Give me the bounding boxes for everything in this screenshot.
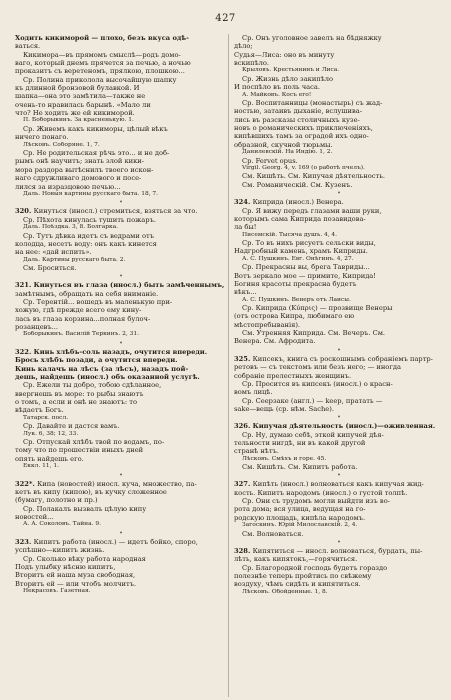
entry-text-line (234, 304, 444, 312)
entry-text-line (234, 422, 444, 430)
line-text: кетъ въ кипу (кипою), въ кучку сложенное (15, 487, 167, 496)
line-text: Подъ улыбку нѣсню кипитъ, (15, 562, 116, 571)
line-text: воздуху, чѣмъ сидѣть и кипятиться. (234, 580, 361, 589)
line-text: Кикимора—въ прямомъ смыслѣ—родъ домо- (23, 50, 181, 59)
line-text: Ср. Fervet opus. (242, 156, 298, 165)
entry-text-line (15, 571, 227, 579)
entry-separator: • (337, 539, 341, 546)
line-text: Лѣсковъ. Обойденные. 1, 8. (242, 588, 328, 595)
line-text: что? Не ходить же ей кикиморой. (15, 109, 135, 118)
entry-text-line (234, 355, 444, 363)
line-text: ла бы! (234, 223, 257, 232)
entry-text-line (15, 232, 227, 240)
dictionary-entry (234, 547, 444, 596)
entry-number: 322*. (15, 479, 38, 488)
dictionary-entry (234, 355, 444, 413)
entry-text-line (234, 223, 444, 231)
line-text: Загоскинъ. Юрій Милославскій. 2, 4. (242, 522, 358, 529)
entry-text-line (15, 563, 227, 571)
source-citation (234, 149, 444, 157)
entry-text-line (234, 397, 444, 405)
line-text: ваго, который днемъ прячется за печью, а ночью (15, 59, 191, 68)
entry-text-line (15, 207, 227, 215)
line-text: странѣ нѣтъ. (234, 447, 279, 456)
source-citation (15, 257, 227, 265)
dictionary-entry (15, 34, 227, 198)
line-text: П. Боборыкинъ. За красненькую. 1. (23, 117, 134, 124)
entry-text-line (15, 323, 227, 331)
line-text: Венера. См. Афродита. (234, 337, 316, 346)
line-text: Кипсекъ, книга съ роскошнымъ собраніемъ партр- (252, 354, 433, 363)
line-text: Ср. Полина приколола высочайшую шапку (23, 75, 177, 84)
dictionary-entry (234, 198, 444, 346)
line-text: тельности нигдѣ, ни въ какой другой (234, 438, 366, 447)
dictionary-entry (15, 281, 227, 339)
line-text: на нее: «дай испить». (15, 248, 92, 257)
line-text: Ср. Тутъ дѣвка идетъ съ ведрами отъ (23, 231, 154, 240)
line-text: Ср. Ну, думаю себѣ, эткой кипучей дѣя- (242, 430, 384, 439)
line-text: Даль. Новыя картины русскаго быта. 18, 7. (23, 190, 159, 197)
line-text: Вторитъ ей наша муза свободная, (15, 571, 136, 580)
entry-text-line (234, 107, 444, 115)
entry-number: 327. (234, 480, 253, 489)
line-text: Virgil. Georg. 4, v. 169 (о работѣ пчелъ). (242, 164, 365, 171)
line-text: Кинуться (иносл.) стремиться, взяться за что. (33, 207, 198, 216)
entry-text-line (234, 172, 444, 180)
entry-text-line (234, 280, 444, 288)
line-text: о томъ, а если и онѣ не знаютъ: то (15, 398, 137, 407)
line-text: Ср. Прекрасны вы, брега Тавриды... (242, 263, 370, 272)
entry-separator: • (337, 190, 341, 198)
line-text: къ длинной бронзовой булавкой. И (15, 84, 140, 93)
entry-number: 328. (234, 547, 253, 555)
line-text: (бумагу, полотно и пр.) (15, 496, 98, 505)
source-citation (234, 522, 444, 530)
entry-text-line (234, 514, 444, 522)
entry-text-line (234, 141, 444, 149)
entry-number: 322. (15, 347, 34, 356)
source-citation (15, 588, 227, 596)
entry-text-line (234, 181, 444, 189)
line-text: Крыловъ. Крестьянинъ и Лиса. (242, 67, 340, 74)
source-citation (234, 456, 444, 464)
entry-text-line (15, 356, 227, 364)
line-text: А. Майковъ. Косъ его! (242, 91, 312, 98)
entry-text-line (15, 438, 227, 446)
entry-separator: • (119, 273, 123, 281)
entry-text-line (15, 281, 227, 289)
entry-text-line (234, 564, 444, 572)
entry-separator: • (119, 471, 123, 479)
line-text: Ср. Я вижу передъ глазами ваши руки, (242, 206, 382, 215)
entry-text-line (15, 59, 227, 67)
entry-text-line (234, 42, 444, 50)
entry-text-line (15, 166, 227, 174)
line-text: новостей... (15, 512, 54, 521)
line-text: Ср. Сколько вѣку работа народная (23, 554, 146, 563)
line-text: проказитъ съ веретеномъ, прялкою, плошкою... (15, 67, 185, 76)
source-citation (15, 463, 227, 471)
line-text: См. Кишѣть. См. Кипитъ работа. (242, 463, 358, 472)
line-text: Ср. Сеерзаке (англ.) — keep, пратать — (242, 396, 383, 405)
line-text: Кинь хлѣбъ-соль назадъ, очутится впереди. (33, 347, 208, 356)
entry-text-line (15, 555, 227, 563)
entry-text-line (15, 101, 227, 109)
entry-separator: • (119, 529, 123, 537)
entry-text-line (234, 132, 444, 140)
line-text: Кипятиться — иносл. волноваться, бурдать, пы- (252, 547, 423, 555)
line-text: См. Волноваться. (242, 529, 304, 538)
entry-text-line (15, 315, 227, 323)
line-text: собраніе прелестныхъ женщинъ. (234, 371, 352, 380)
line-text: рота дома; вся улица, ведущая на го- (234, 505, 366, 514)
entry-separator: • (337, 414, 341, 422)
entry-text-line (234, 247, 444, 255)
entry-text-line (234, 497, 444, 505)
line-text: Ср. Онъ уголовное завелъ на бѣдняжку (242, 34, 382, 42)
line-text: ретовъ — съ текстомъ или безъ него; — иногда (234, 363, 401, 372)
entry-text-line (15, 455, 227, 463)
entry-text-line (15, 183, 227, 191)
source-citation (234, 165, 444, 173)
line-text: колодца, несетъ воду: онъ какъ кинется (15, 239, 157, 248)
line-text: См. Броситься. (23, 264, 77, 273)
entry-text-line (234, 580, 444, 588)
line-text: наго сдружливаго домового и посе- (15, 174, 142, 183)
entry-text-line (234, 547, 444, 555)
line-text: Ср. Терентій... вошедъ въ маленькую при- (23, 298, 173, 307)
line-text: розанцевъ... (15, 323, 59, 332)
entry-text-line (15, 240, 227, 248)
entry-text-line (15, 51, 227, 59)
line-text: мора раздора вытѣснилъ твоего искон- (15, 165, 154, 174)
entry-text-line (15, 488, 227, 496)
line-text: вомъ лицѣ. (234, 388, 273, 397)
source-citation (15, 415, 227, 423)
line-text: рымъ онѣ научитъ; знать злой кики- (15, 157, 145, 166)
entry-text-line (234, 380, 444, 388)
line-text: Кипитъ работа (иносл.) — идетъ бойко, споро, (33, 537, 198, 546)
entry-text-line (234, 99, 444, 107)
line-text: Ср. Воспитанницы (монастырь) съ жад- (242, 99, 383, 108)
dictionary-entry (15, 480, 227, 529)
column-divider (228, 34, 229, 697)
line-text: Писемскій. Тысяча душъ. 4, 4. (242, 231, 338, 238)
entry-number: 321. (15, 281, 34, 290)
entry-text-line (15, 306, 227, 314)
line-text: вѣкъ... (234, 288, 257, 297)
line-text: Ср. Они съ трудомъ могли выйдти изъ во- (242, 497, 390, 506)
entry-number: 323. (15, 537, 34, 546)
entry-text-line (234, 312, 444, 320)
line-text: замѣтнымъ, обращать на себя вниманіе. (15, 289, 159, 298)
entry-text-line (15, 34, 227, 42)
entry-text-line (234, 505, 444, 513)
entry-text-line (234, 372, 444, 380)
source-citation (15, 431, 227, 439)
dictionary-entry (15, 538, 227, 596)
dictionary-entry (15, 348, 227, 471)
entry-text-line (15, 398, 227, 406)
line-text: Кинуться въ глаза (иносл.) быть замѣченнымъ, (33, 281, 225, 290)
entry-text-line (15, 84, 227, 92)
entry-text-line (234, 447, 444, 455)
entry-text-line (234, 363, 444, 371)
entry-text-line (234, 405, 444, 413)
entry-text-line (15, 373, 227, 381)
entry-text-line (15, 76, 227, 84)
line-text: ваться. (15, 42, 41, 51)
entry-text-line (15, 546, 227, 554)
line-text: Кипѣть (иносл.) волноваться какъ кипучая жид- (252, 480, 424, 489)
line-text: дѣло; (234, 42, 253, 51)
line-text: Богиня красоты прекрасна будетъ (234, 279, 357, 288)
entry-text-line (15, 174, 227, 182)
line-text: которымъ сама Киприда позавидова- (234, 214, 366, 223)
line-text: Ср. Давайте и дастся вамъ. (23, 422, 120, 431)
line-text: Ср. Просится въ кипсекъ (иносл.) о красн- (242, 379, 393, 388)
source-citation (15, 224, 227, 232)
line-text: И поспѣло въ поль часа. (234, 83, 320, 92)
line-text: Ср. Полакалъ вызвалъ цѣлую кипу (23, 504, 147, 513)
entry-text-line (15, 109, 227, 117)
source-citation (234, 67, 444, 75)
entry-text-line (15, 513, 227, 521)
line-text: очень-то нравилась барынѣ. «Мало ли (15, 100, 151, 109)
line-text: хожую, гдѣ прежде всего ему кину- (15, 306, 142, 315)
line-text: Ср. То въ нихъ рисуетъ сельски виды, (242, 239, 376, 248)
entry-text-line (234, 215, 444, 223)
source-citation (15, 331, 227, 339)
entry-text-line (15, 149, 227, 157)
line-text: кость. Кипитъ народомъ (иносл.) о густой толпѣ. (234, 488, 408, 497)
line-text: Кипучая дѣятельность (иносл.)—оживленная. (252, 422, 436, 431)
entry-text-line (15, 216, 227, 224)
source-citation (234, 589, 444, 597)
line-text: тому что по прошествіи иныхъ дней (15, 446, 144, 455)
entry-text-line (234, 59, 444, 67)
entry-text-line (234, 388, 444, 396)
entry-text-line (15, 348, 227, 356)
line-text: Лѣсковъ. Соборяне. 1, 7. (23, 141, 100, 148)
left-column (15, 34, 227, 596)
entry-text-line (234, 207, 444, 215)
entry-text-line (234, 116, 444, 124)
line-text: лился за изразцовою печью... (15, 182, 121, 191)
source-citation (234, 92, 444, 100)
line-text: Вторитъ ей — или чтобъ молчитъ. (15, 579, 137, 588)
entry-text-line (234, 83, 444, 91)
entry-text-line (234, 321, 444, 329)
line-text: образной, скучной тюрьмы. (234, 140, 333, 149)
line-text: Ср. Ежели ты добро, тобою сдѣланное, (23, 381, 162, 390)
dictionary-entry (234, 480, 444, 538)
entry-text-line (234, 329, 444, 337)
line-text: Киприда (иносл.) Венера. (252, 198, 344, 207)
entry-number: 326. (234, 422, 253, 431)
entry-text-line (15, 365, 227, 373)
entry-text-line (234, 555, 444, 563)
line-text: Еккл. 11, 1. (23, 463, 60, 470)
line-text: Данилевскій. На Индію. 1, 2. (242, 149, 333, 156)
entry-text-line (234, 124, 444, 132)
source-citation (234, 256, 444, 264)
line-text: См. Кишѣть. См. Кипучая дѣятельность. (242, 172, 386, 181)
entry-text-line (234, 75, 444, 83)
dictionary-entry (234, 422, 444, 471)
entry-text-line (234, 489, 444, 497)
line-text: мѣстопребыванія). (234, 320, 301, 329)
source-citation (15, 521, 227, 529)
entry-text-line (234, 272, 444, 280)
line-text: родскую площадь, кипѣла народомъ. (234, 513, 366, 522)
line-text: См. Утренняя Киприда. См. Вечеръ. См. (242, 329, 386, 338)
entry-separator: • (337, 472, 341, 480)
line-text: новъ о романическихъ приключеніяхъ, (234, 124, 373, 133)
entry-text-line (15, 406, 227, 414)
entry-text-line (15, 42, 227, 50)
dictionary-entry (234, 34, 444, 189)
entry-text-line (15, 125, 227, 133)
line-text: ввергнешь въ море: то рыбы знаютъ (15, 389, 144, 398)
entry-text-line (234, 263, 444, 271)
line-text: sake—вещь (ср. нѣм. Sache). (234, 404, 334, 413)
line-text: Ср. Киприда (Κύπρις) — прозвище Венеры (242, 304, 393, 313)
dictionary-entry (15, 207, 227, 272)
entry-separator: • (337, 346, 341, 354)
entry-text-line (15, 422, 227, 430)
entry-text-line (234, 530, 444, 538)
line-text: А. С. Пушкинъ. Венеръ отъ Лаисы. (242, 296, 351, 303)
source-citation (234, 297, 444, 305)
entry-text-line (234, 572, 444, 580)
entry-separator: • (119, 199, 123, 207)
line-text: Даль. Картины русскаго быта. 2. (23, 256, 126, 263)
line-text: лись въ разсказы столичныхъ кузе- (234, 115, 360, 124)
entry-text-line (15, 133, 227, 141)
entry-text-line (234, 51, 444, 59)
line-text: А. А. Соколовъ. Тайна. 9. (23, 521, 101, 528)
line-text: Татарск. посл. (23, 414, 69, 421)
entry-number: 325. (234, 354, 253, 363)
line-text: Судья—Лиса: оно въ минуту (234, 50, 335, 59)
source-citation (15, 142, 227, 150)
line-text: дешь, найдешь (иносл.) объ оказанной услугѣ. (15, 373, 200, 381)
entry-text-line (234, 439, 444, 447)
line-text: опять найдешь его. (15, 454, 84, 463)
line-text: Ср. Благородной господь будетъ гораздо (242, 563, 388, 572)
line-text: Брось хлѣбъ позади, а очутится впереди. (15, 356, 178, 365)
line-text: вѣдаетъ Богъ. (15, 406, 64, 415)
line-text: ностью, затаивъ дыханіе, вслушива- (234, 107, 362, 116)
line-text: вскипѣло. (234, 59, 270, 68)
entry-text-line (234, 34, 444, 42)
entry-number: 324. (234, 198, 253, 207)
entry-number: 320. (15, 207, 34, 216)
line-text: Ср. Живемъ какъ кикиморы, цѣлый вѣкъ (23, 124, 168, 133)
source-citation (15, 191, 227, 199)
line-text: Ср. Отпускай хлѣбъ твой по водамъ, по- (23, 438, 165, 447)
entry-text-line (234, 157, 444, 165)
entry-text-line (234, 288, 444, 296)
entry-text-line (15, 381, 227, 389)
line-text: Боборыкинъ. Василій Теркинъ. 2, 31. (23, 331, 140, 338)
entry-text-line (15, 446, 227, 454)
entry-text-line (15, 505, 227, 513)
entry-text-line (15, 390, 227, 398)
entry-text-line (15, 264, 227, 272)
line-text: Надгробный камень, храмъ Киприды. (234, 247, 368, 256)
entry-text-line (234, 239, 444, 247)
entry-text-line (15, 92, 227, 100)
right-column (234, 34, 444, 597)
entry-text-line (15, 290, 227, 298)
line-text: А. С. Пушкинъ. Евг. Онѣгинъ. 4, 27. (242, 255, 354, 262)
entry-text-line (234, 337, 444, 345)
line-text: ничего понаго. (15, 133, 69, 142)
line-text: Некрасовъ. Газетная. (23, 587, 91, 594)
line-text: Вотъ зеркало мое — примите, Киприда! (234, 271, 376, 280)
line-text: кипѣвшихъ тамъ за оградой ихъ одно- (234, 132, 369, 141)
entry-text-line (15, 67, 227, 75)
entry-text-line (234, 463, 444, 471)
source-citation (15, 117, 227, 125)
entry-text-line (15, 298, 227, 306)
line-text: Ср. Пѣхота кинулась тушить пожаръ. (23, 215, 156, 224)
entry-text-line (234, 431, 444, 439)
entry-text-line (15, 248, 227, 256)
line-text: Ср. Жизнь дѣло закипѣло (242, 74, 334, 83)
source-citation (234, 232, 444, 240)
entry-separator: • (119, 339, 123, 347)
entry-text-line (15, 538, 227, 546)
line-text: Даль. Поѣздка. 3, 8. Болгарка. (23, 224, 119, 231)
line-text: Лук. 6, 38; 12, 33. (23, 430, 79, 437)
page-number: 427 (215, 13, 236, 24)
line-text: Ходить кикиморой — плохо, безъ вкуса одѣ- (15, 34, 189, 42)
line-text: Ср. Не родительская рѣчь это... и не доб- (23, 149, 170, 158)
entry-text-line (15, 496, 227, 504)
entry-text-line (234, 480, 444, 488)
line-text: шапка—она это замѣтила—также не (15, 92, 146, 101)
line-text: Лѣсковъ. Смѣхъ и горе. 45. (242, 455, 327, 462)
line-text: Кипа (новостей) иносл. куча, множество, па- (37, 479, 197, 488)
line-text: лась въ глаза корзина...полная булоч- (15, 314, 151, 323)
line-text: Кинь калачъ на лѣсъ (за лѣсъ), назадъ пой- (15, 364, 189, 373)
line-text: (отъ острова Кипра, любимаго ею (234, 312, 355, 321)
line-text: См. Романическій. См. Кузенъ. (242, 180, 353, 189)
entry-text-line (234, 198, 444, 206)
entry-text-line (15, 157, 227, 165)
entry-text-line (15, 480, 227, 488)
line-text: успѣшно—кипитъ жизнь. (15, 546, 105, 555)
line-text: лѣть, какъ кипятокъ,—горячиться. (234, 555, 358, 564)
entry-text-line (15, 580, 227, 588)
line-text: полезнѣе теперь пройтись по свѣжему (234, 572, 372, 581)
